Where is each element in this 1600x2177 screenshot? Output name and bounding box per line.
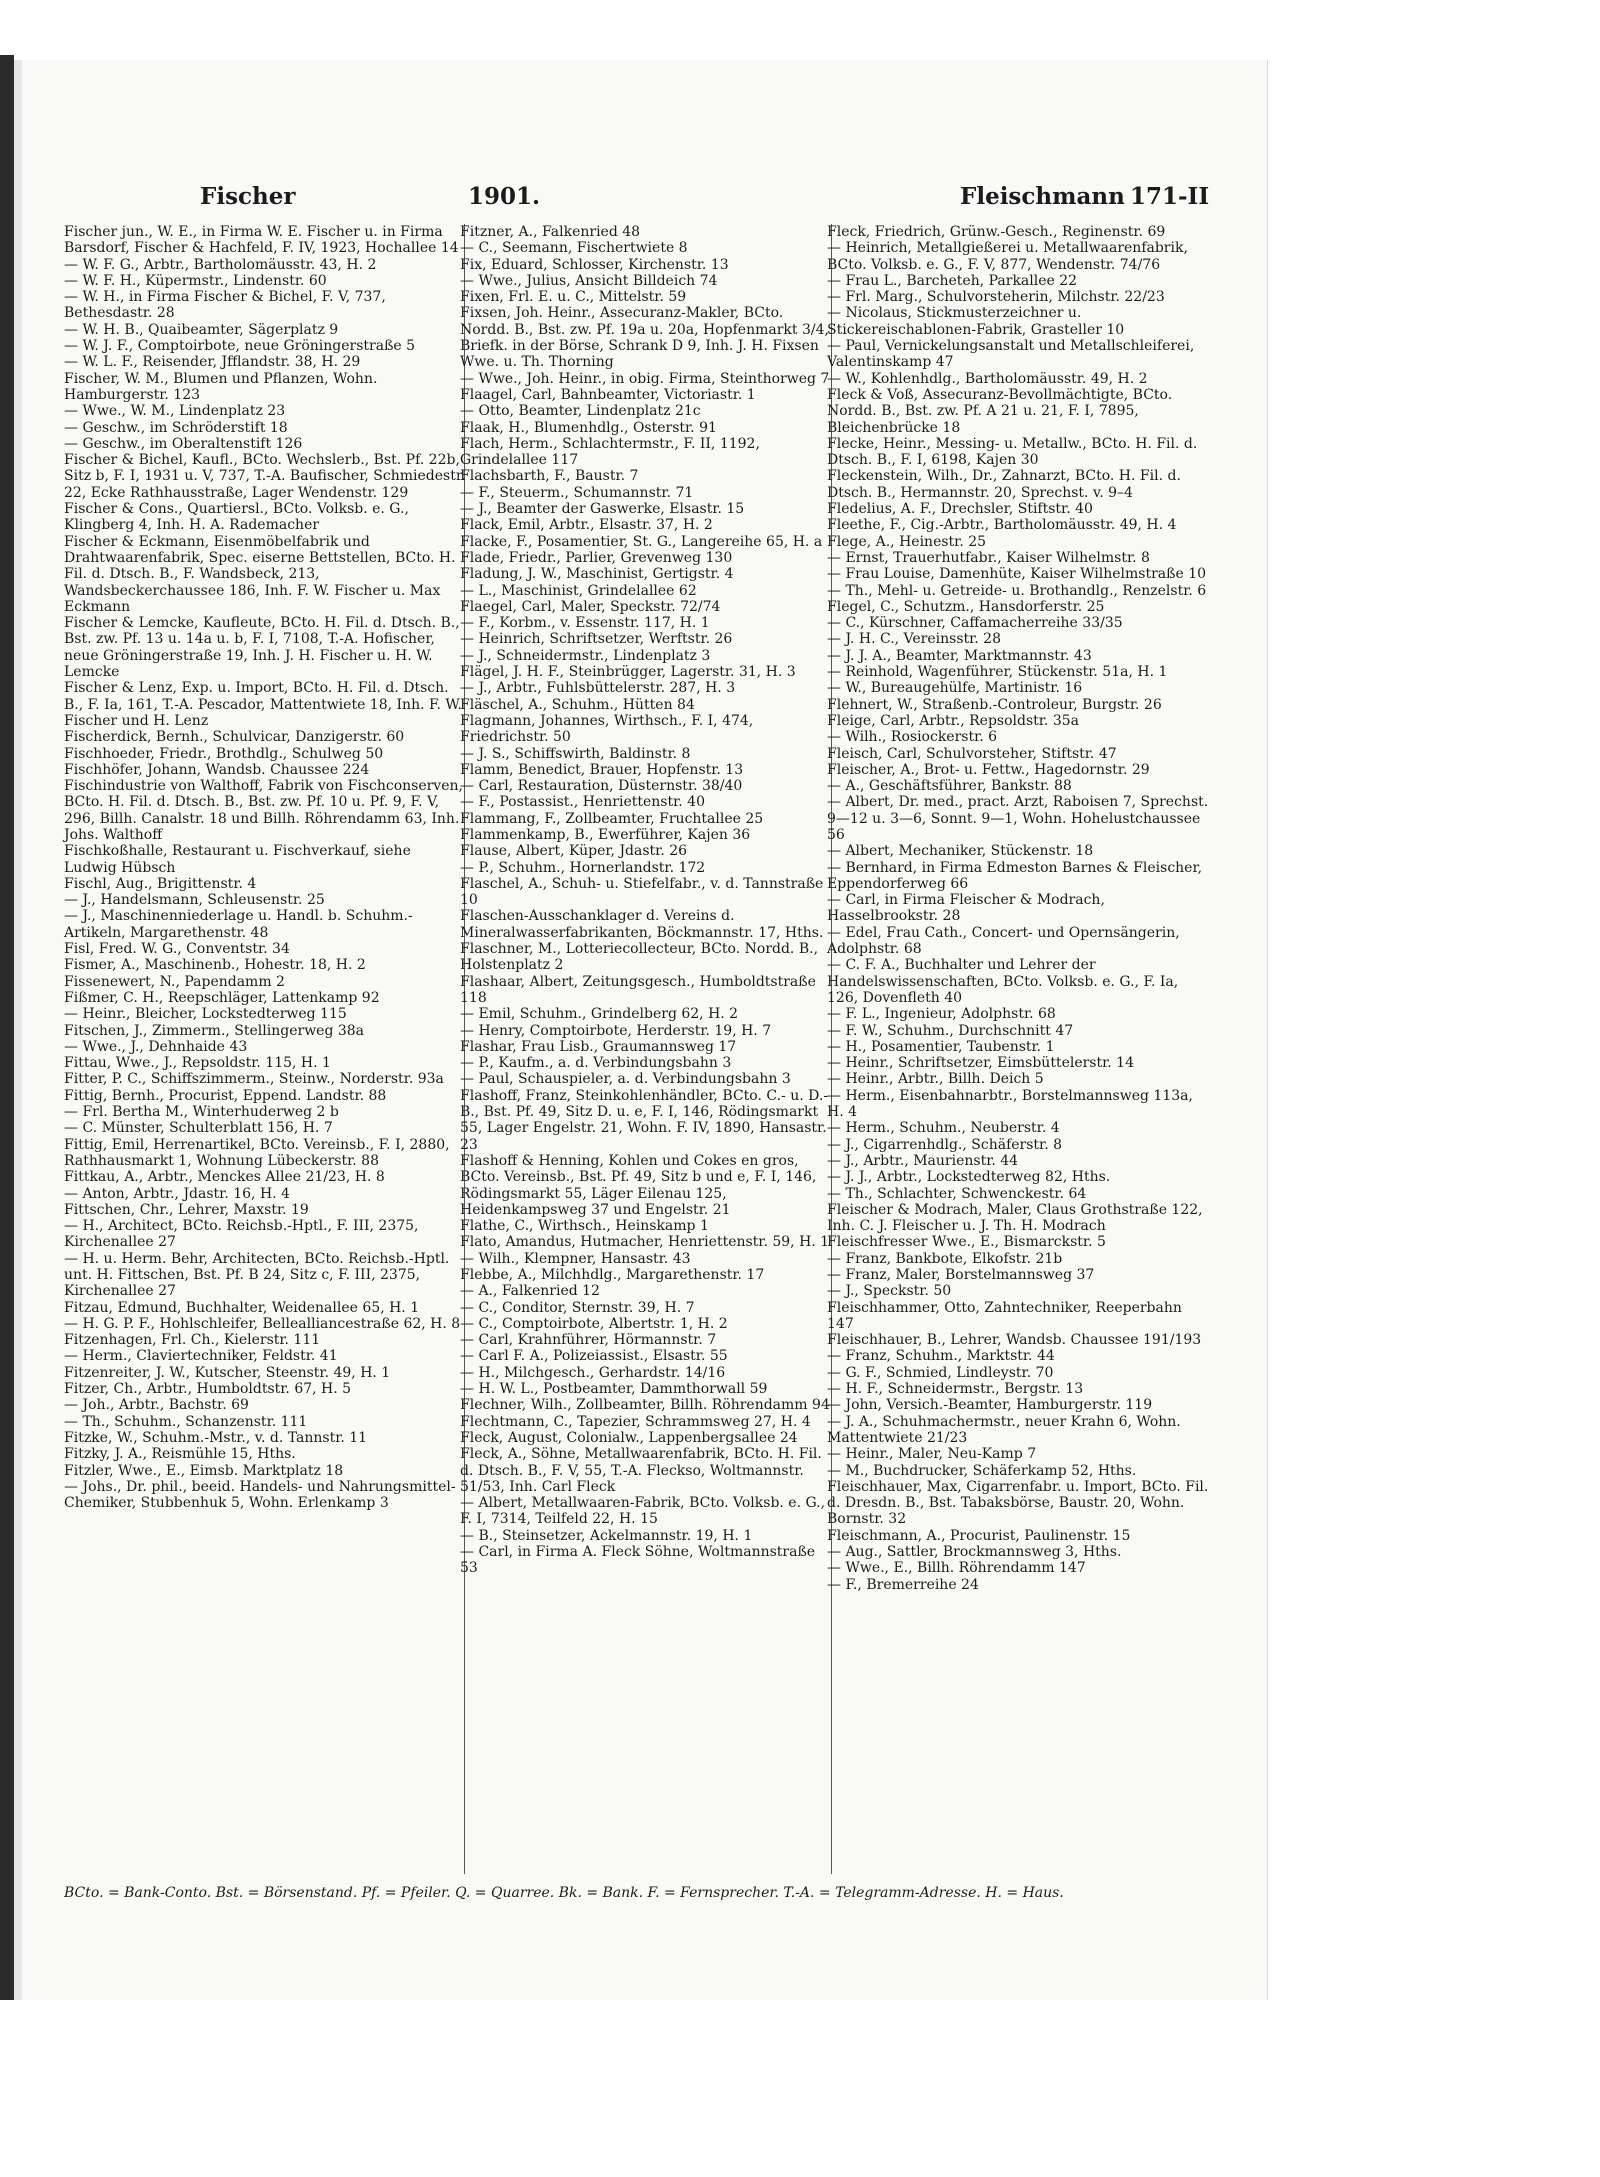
directory-entry: — Heinrich, Metallgießerei u. Metallwaarenfabrik, BCto. Volksb. e. G., F. V, 877, Wendenstr. 74/76 xyxy=(827,240,1188,273)
directory-entry: Fischer, W. M., Blumen und Pflanzen, Wohn. Hamburgerstr. 123 xyxy=(64,370,378,403)
directory-entry: Fittau, Wwe., J., Repsoldstr. 115, H. 1 xyxy=(64,1055,331,1072)
directory-entry: Flacke, F., Posamentier, St. G., Langereihe 65, H. a xyxy=(460,533,823,550)
directory-entry: Fitzer, Ch., Arbtr., Humboldtstr. 67, H. 5 xyxy=(64,1381,352,1398)
directory-entry: — Franz, Maler, Borstelmannsweg 37 xyxy=(827,1267,1095,1283)
directory-entry: Fisl, Fred. W. G., Conventstr. 34 xyxy=(64,941,290,958)
directory-entry: Flechtmann, C., Tapezier, Schrammsweg 27, H. 4 xyxy=(460,1413,811,1430)
directory-entry: Fischindustrie von Walthoff, Fabrik von Fischconserven, BCto. H. Fil. d. Dtsch. B., Bst. zw. Pf. 10 u. Pf. 9, F. V, 296, Billh. Canalstr. 18 und Billh. Röhrendamm 63, Inh. Johs. Walthoff xyxy=(64,778,463,843)
directory-entry: Flack, Emil, Arbtr., Elsastr. 37, H. 2 xyxy=(460,517,713,534)
directory-entry: Fischer & Lemcke, Kaufleute, BCto. H. Fil. d. Dtsch. B., Bst. zw. Pf. 13 u. 14a u. b, F. I, 7108, T.-A. Hofischer, neue Gröningerstraße 19, Inh. J. H. Fischer u. H. W. Lemcke xyxy=(64,615,460,681)
directory-entry: — J., Arbtr., Fuhlsbüttelerstr. 287, H. 3 xyxy=(460,680,736,697)
directory-entry: Fixsen, Joh. Heinr., Assecuranz-Makler, BCto. Nordd. B., Bst. zw. Pf. 19a u. 20a, Hopfenmarkt 3/4, Briefk. in der Börse, Schrank D 9, Inh. J. H. Fixsen Wwe. u. Th. Thorning xyxy=(460,305,829,371)
directory-entry: — J., Cigarrenhdlg., Schäferstr. 8 xyxy=(827,1136,1063,1153)
directory-entry: Flaak, H., Blumenhdlg., Osterstr. 91 xyxy=(460,419,717,436)
directory-entry: Flause, Albert, Küper, Jdastr. 26 xyxy=(460,843,688,860)
directory-entry: Fischer & Cons., Quartiersl., BCto. Volksb. e. G., Klingberg 4, Inh. H. A. Rademacher xyxy=(64,501,409,534)
directory-entry: Fismer, A., Maschinenb., Hohestr. 18, H. 2 xyxy=(64,957,366,974)
directory-entry: — Wilh., Rosiockerstr. 6 xyxy=(827,729,998,746)
directory-entry: Fitzky, J. A., Reismühle 15, Hths. xyxy=(64,1446,296,1463)
directory-entry: Fischer jun., W. E., in Firma W. E. Fischer u. in Firma Barsdorf, Fischer & Hachfeld, F. IV, 1923, Hochallee 14 xyxy=(64,224,459,257)
directory-entry: — B., Steinsetzer, Ackelmannstr. 19, H. 1 xyxy=(460,1527,753,1544)
directory-entry: — Franz, Bankbote, Elkofstr. 21b xyxy=(827,1250,1063,1267)
header-page-number: 171-II xyxy=(1130,183,1210,210)
directory-entry: Fleck & Voß, Assecuranz-Bevollmächtigte, BCto. Nordd. B., Bst. zw. Pf. A 21 u. 21, F. I, 7895, Bleichenbrücke 18 xyxy=(827,386,1173,436)
column-1 xyxy=(64,224,466,1511)
directory-entry: — H., Posamentier, Taubenstr. 1 xyxy=(827,1038,1055,1055)
directory-entry: — Frl. Bertha M., Winterhuderweg 2 b xyxy=(64,1104,339,1121)
directory-entry: Fischer & Lenz, Exp. u. Import, BCto. H. Fil. d. Dtsch. B., F. Ia, 161, T.-A. Pescador, Mattentwiete 18, Inh. F. W. Fischer und H. Lenz xyxy=(64,680,462,729)
directory-entry: Flammenkamp, B., Ewerführer, Kajen 36 xyxy=(460,826,751,843)
directory-entry: — J. S., Schiffswirth, Baldinstr. 8 xyxy=(460,745,691,762)
directory-entry: — Heinrich, Schriftsetzer, Werftstr. 26 xyxy=(460,631,733,648)
directory-entry: Flade, Friedr., Parlier, Grevenweg 130 xyxy=(460,549,733,566)
column-2 xyxy=(460,224,832,1577)
directory-entry: — L., Maschinist, Grindelallee 62 xyxy=(460,582,697,599)
directory-entry: Fittschen, Chr., Lehrer, Maxstr. 19 xyxy=(64,1201,309,1218)
directory-entry: Fleischfresser Wwe., E., Bismarckstr. 5 xyxy=(827,1234,1106,1251)
directory-entry: — Frl. Marg., Schulvorsteherin, Milchstr. 22/23 xyxy=(827,289,1165,306)
directory-entry: — W. H., in Firma Fischer & Bichel, F. V, 737, Bethesdastr. 28 xyxy=(64,289,386,322)
directory-entry: — Heinr., Arbtr., Billh. Deich 5 xyxy=(827,1071,1044,1088)
directory-entry: — Frau Louise, Damenhüte, Kaiser Wilhelmstraße 10 xyxy=(827,566,1207,583)
directory-entry: — J., Beamter der Gaswerke, Elsastr. 15 xyxy=(460,501,745,518)
book-gutter xyxy=(0,55,14,2000)
directory-entry: — M., Buchdrucker, Schäferkamp 52, Hths. xyxy=(827,1462,1137,1479)
directory-entry: — Paul, Schauspieler, a. d. Verbindungsbahn 3 xyxy=(460,1071,791,1088)
directory-entry: — J. A., Schuhmachermstr., neuer Krahn 6, Wohn. Mattentwiete 21/23 xyxy=(827,1413,1181,1446)
directory-entry: — Th., Mehl- u. Getreide- u. Brothandlg., Renzelstr. 6 xyxy=(827,582,1207,599)
directory-entry: — C. F. A., Buchhalter und Lehrer der Handelswissenschaften, BCto. Volksb. e. G., F. Ia, 126, Dovenfleth 40 xyxy=(827,957,1179,1006)
directory-entry: — Herm., Claviertechniker, Feldstr. 41 xyxy=(64,1348,338,1365)
directory-entry: — J., Handelsmann, Schleusenstr. 25 xyxy=(64,892,325,909)
directory-entry: — Henry, Comptoirbote, Herderstr. 19, H. 7 xyxy=(460,1022,772,1039)
directory-entry: — Wwe., Joh. Heinr., in obig. Firma, Steinthorweg 7 xyxy=(460,370,830,387)
directory-entry: — Carl, Krahnführer, Hörmannstr. 7 xyxy=(460,1332,717,1349)
directory-entry: Fleischhammer, Otto, Zahntechniker, Reeperbahn 147 xyxy=(827,1299,1182,1332)
directory-entry: Flecke, Heinr., Messing- u. Metallw., BCto. H. Fil. d. Dtsch. B., F. I, 6198, Kajen 30 xyxy=(827,435,1198,469)
directory-entry: — Th., Schlachter, Schwenckestr. 64 xyxy=(827,1185,1087,1202)
directory-entry: — Edel, Frau Cath., Concert- und Opernsängerin, Adolphstr. 68 xyxy=(827,924,1180,958)
directory-entry: — John, Versich.-Beamter, Hamburgerstr. 119 xyxy=(827,1397,1153,1414)
directory-entry: — Frau L., Barcheteh, Parkallee 22 xyxy=(827,272,1078,289)
directory-entry: — G. F., Schmied, Lindleystr. 70 xyxy=(827,1364,1054,1381)
directory-entry: Fleischer & Modrach, Maler, Claus Grothstraße 122, Inh. C. J. Fleischer u. J. Th. H. Modrach xyxy=(827,1201,1203,1235)
directory-entry: — W., Bureaugehülfe, Martinistr. 16 xyxy=(827,680,1083,697)
directory-entry: Flachsbarth, F., Baustr. 7 xyxy=(460,468,639,485)
directory-entry: — J. H. C., Vereinsstr. 28 xyxy=(827,631,1001,648)
directory-entry: — Franz, Schuhm., Marktstr. 44 xyxy=(827,1348,1055,1365)
directory-entry: Fischerdick, Bernh., Schulvicar, Danzigerstr. 60 xyxy=(64,729,405,746)
directory-entry: Fleischhauer, B., Lehrer, Wandsb. Chaussee 191/193 xyxy=(827,1332,1202,1349)
directory-entry: — P., Schuhm., Hornerlandstr. 172 xyxy=(460,859,706,876)
directory-entry: Fissenewert, N., Papendamm 2 xyxy=(64,973,285,990)
directory-entry: — Herm., Eisenbahnarbtr., Borstelmannsweg 113a, H. 4 xyxy=(827,1087,1193,1121)
directory-entry: Fittig, Emil, Herrenartikel, BCto. Vereinsb., F. I, 2880, Rathhausmarkt 1, Wohnung Lübeckerstr. 88 xyxy=(64,1136,450,1169)
directory-entry: — C., Seemann, Fischertwiete 8 xyxy=(460,240,688,257)
directory-entry: — Nicolaus, Stickmusterzeichner u. Stickereischablonen-Fabrik, Grasteller 10 xyxy=(827,305,1125,338)
directory-entry: — Albert, Mechaniker, Stückenstr. 18 xyxy=(827,843,1094,860)
directory-entry: — W., Kohlenhdlg., Bartholomäusstr. 49, H. 2 xyxy=(827,370,1148,387)
directory-entry: — W. F. H., Küpermstr., Lindenstr. 60 xyxy=(64,272,327,289)
directory-entry: Fleck, A., Söhne, Metallwaarenfabrik, BCto. H. Fil. d. Dtsch. B., F. V, 55, T.-A. Fleckso, Woltmannstr. 51/53, Inh. Carl Fleck xyxy=(460,1446,822,1495)
directory-entry: Fitzner, A., Falkenried 48 xyxy=(460,224,641,240)
directory-entry: — A., Falkenried 12 xyxy=(460,1283,600,1300)
directory-entry: Flaegel, Carl, Maler, Speckstr. 72/74 xyxy=(460,598,721,615)
directory-entry: — Wwe., Julius, Ansicht Billdeich 74 xyxy=(460,272,718,289)
directory-entry: Flach, Herm., Schlachtermstr., F. II, 1192, Grindelallee 117 xyxy=(460,435,760,469)
directory-entry: Fitschen, J., Zimmerm., Stellingerweg 38a xyxy=(64,1022,365,1039)
directory-entry: Flashoff & Henning, Kohlen und Cokes en gros, BCto. Vereinsb., Bst. Pf. 49, Sitz b und e, F. I, 146, Rödingsmarkt 55, Läger Eilenau 125, Heidenkampsweg 37 und Engelstr. 21 xyxy=(460,1152,817,1218)
directory-entry: Flechner, Wilh., Zollbeamter, Billh. Röhrendamm 94 xyxy=(460,1397,830,1414)
directory-entry: Fix, Eduard, Schlosser, Kirchenstr. 13 xyxy=(460,256,729,273)
directory-entry: Fitter, P. C., Schiffszimmerm., Steinw., Norderstr. 93a xyxy=(64,1071,444,1088)
directory-entry: — C. Münster, Schulterblatt 156, H. 7 xyxy=(64,1120,333,1137)
directory-entry: — Albert, Dr. med., pract. Arzt, Raboisen 7, Sprechst. 9—12 u. 3—6, Sonnt. 9—1, Wohn. Hohelustchaussee 56 xyxy=(827,794,1209,843)
directory-entry: Fleethe, F., Cig.-Arbtr., Bartholomäusstr. 49, H. 4 xyxy=(827,517,1177,534)
directory-entry: — J. J. A., Beamter, Marktmannstr. 43 xyxy=(827,647,1092,664)
directory-entry: — H. G. P. F., Hohlschleifer, Bellealliancestraße 62, H. 8 xyxy=(64,1315,461,1332)
directory-entry: — J. J., Arbtr., Lockstedterweg 82, Hths. xyxy=(827,1169,1111,1186)
directory-entry: Flaschen-Ausschanklager d. Vereins d. Mineralwasserfabrikanten, Böckmannstr. 17, Hths. xyxy=(460,908,824,941)
directory-entry: — C., Conditor, Sternstr. 39, H. 7 xyxy=(460,1299,695,1316)
directory-entry: — F., Korbm., v. Essenstr. 117, H. 1 xyxy=(460,615,710,632)
directory-entry: — H. u. Herm. Behr, Architecten, BCto. Reichsb.-Hptl. unt. H. Fittschen, Bst. Pf. B 24, Sitz c, F. III, 2375, Kirchenallee 27 xyxy=(64,1250,450,1300)
directory-entry: Fleige, Carl, Arbtr., Repsoldstr. 35a xyxy=(827,712,1079,729)
directory-entry: — H. F., Schneidermstr., Bergstr. 13 xyxy=(827,1381,1084,1398)
directory-entry: Fischer & Bichel, Kaufl., BCto. Wechslerb., Bst. Pf. 22b, Sitz b, F. I, 1931 u. V, 737, T.-A. Baufischer, Schmiedestr. 22, Ecke Rathhausstraße, Lager Wendenstr. 129 xyxy=(64,452,466,501)
directory-entry: Flaagel, Carl, Bahnbeamter, Victoriastr. 1 xyxy=(460,386,756,403)
directory-entry: Flagmann, Johannes, Wirthsch., F. I, 474, Friedrichstr. 50 xyxy=(460,712,754,746)
directory-entry: — Carl, in Firma Fleischer & Modrach, Hasselbrookstr. 28 xyxy=(827,892,1105,925)
directory-entry: — J., Schneidermstr., Lindenplatz 3 xyxy=(460,647,711,664)
directory-entry: — Paul, Vernickelungsanstalt und Metallschleiferei, Valentinskamp 47 xyxy=(827,338,1195,371)
directory-entry: — Otto, Beamter, Lindenplatz 21c xyxy=(460,403,701,420)
directory-entry: Fleischer, A., Brot- u. Fettw., Hagedornstr. 29 xyxy=(827,761,1150,778)
abbreviations-footer: BCto. = Bank-Conto. Bst. = Börsenstand. Pf. = Pfeiler. Q. = Quarree. Bk. = Bank. F. = Fernsprecher. T.-A. = Telegramm-Adresse. H. = Haus. xyxy=(64,1885,1064,1901)
directory-entry: — W. H. B., Quaibeamter, Sägerplatz 9 xyxy=(64,321,339,338)
directory-entry: — Carl, in Firma A. Fleck Söhne, Woltmannstraße 53 xyxy=(460,1544,816,1577)
directory-entry: Fleischmann, A., Procurist, Paulinenstr. 15 xyxy=(827,1527,1131,1544)
directory-entry: Fischhoeder, Friedr., Brothdlg., Schulweg 50 xyxy=(64,745,384,762)
directory-entry: — Reinhold, Wagenführer, Stückenstr. 51a, H. 1 xyxy=(827,664,1168,681)
directory-entry: — H., Milchgesch., Gerhardstr. 14/16 xyxy=(460,1364,726,1381)
directory-entry: Flashoff, Franz, Steinkohlenhändler, BCto. C.- u. D.-B., Bst. Pf. 49, Sitz D. u. e, F. I, 146, Rödingsmarkt 55, Lager Engelstr. 21, Wohn. F. IV, 1890, Hansastr. 23 xyxy=(460,1087,829,1153)
directory-entry: Flägel, J. H. F., Steinbrügger, Lagerstr. 31, H. 3 xyxy=(460,664,796,681)
directory-entry: Fleckenstein, Wilh., Dr., Zahnarzt, BCto. H. Fil. d. Dtsch. B., Hermannstr. 20, Sprechst. v. 9–4 xyxy=(827,468,1181,501)
directory-entry: — W. L. F., Reisender, Jfflandstr. 38, H. 29 xyxy=(64,354,361,371)
directory-entry: — W. F. G., Arbtr., Bartholomäusstr. 43, H. 2 xyxy=(64,256,377,273)
directory-entry: — Joh., Arbtr., Bachstr. 69 xyxy=(64,1397,249,1414)
directory-entry: Fledelius, A. F., Drechsler, Stiftstr. 40 xyxy=(827,501,1093,518)
directory-entry: Flato, Amandus, Hutmacher, Henriettenstr. 59, H. 1 xyxy=(460,1234,830,1251)
directory-entry: — Bernhard, in Firma Edmeston Barnes & Fleischer, Eppendorferweg 66 xyxy=(827,859,1203,892)
directory-entry: — J., Speckstr. 50 xyxy=(827,1283,952,1300)
directory-entry: Fischl, Aug., Brigittenstr. 4 xyxy=(64,875,257,892)
directory-entry: Fladung, J. W., Maschinist, Gertigstr. 4 xyxy=(460,566,734,583)
directory-entry: — Aug., Sattler, Brockmannsweg 3, Hths. xyxy=(827,1544,1122,1561)
directory-entry: Fischhöfer, Johann, Wandsb. Chaussee 224 xyxy=(64,761,370,778)
directory-entry: — J., Maschinenniederlage u. Handl. b. Schuhm.-Artikeln, Margarethenstr. 48 xyxy=(64,908,413,941)
directory-entry: — F., Bremerreihe 24 xyxy=(827,1576,979,1593)
directory-entry: Flegel, C., Schutzm., Hansdorferstr. 25 xyxy=(827,598,1105,615)
directory-entry: — J., Arbtr., Maurienstr. 44 xyxy=(827,1152,1019,1169)
directory-entry: Fitzenhagen, Frl. Ch., Kielerstr. 111 xyxy=(64,1332,321,1349)
directory-entry: — Heinr., Bleicher, Lockstedterweg 115 xyxy=(64,1006,347,1023)
directory-entry: — W. J. F., Comptoirbote, neue Gröningerstraße 5 xyxy=(64,338,416,355)
directory-entry: Fleisch, Carl, Schulvorsteher, Stiftstr. 47 xyxy=(827,745,1117,762)
directory-entry: Fischkoßhalle, Restaurant u. Fischverkauf, siehe Ludwig Hübsch xyxy=(64,843,411,876)
directory-entry: — Geschw., im Oberaltenstift 126 xyxy=(64,435,303,452)
directory-entry: Fleck, August, Colonialw., Lappenbergsallee 24 xyxy=(460,1429,798,1446)
directory-entry: — A., Geschäftsführer, Bankstr. 88 xyxy=(827,778,1072,795)
directory-entry: Flathe, C., Wirthsch., Heinskamp 1 xyxy=(460,1218,709,1235)
directory-entry: Flashar, Frau Lisb., Graumannsweg 17 xyxy=(460,1038,737,1055)
directory-entry: Fitzau, Edmund, Buchhalter, Weidenallee 65, H. 1 xyxy=(64,1299,420,1316)
directory-entry: Fittig, Bernh., Procurist, Eppend. Landstr. 88 xyxy=(64,1087,387,1104)
directory-entry: — Heinr., Schriftsetzer, Eimsbüttelerstr. 14 xyxy=(827,1055,1134,1072)
directory-entry: — F., Postassist., Henriettenstr. 40 xyxy=(460,794,705,811)
directory-entry: — C., Kürschner, Caffamacherreihe 33/35 xyxy=(827,615,1123,632)
directory-entry: Fläschel, A., Schuhm., Hütten 84 xyxy=(460,696,695,713)
directory-entry: Fleck, Friedrich, Grünw.-Gesch., Reginenstr. 69 xyxy=(827,224,1166,240)
directory-entry: — C., Comptoirbote, Albertstr. 1, H. 2 xyxy=(460,1315,728,1332)
directory-entry: — Herm., Schuhm., Neuberstr. 4 xyxy=(827,1120,1060,1137)
directory-entry: — Wwe., W. M., Lindenplatz 23 xyxy=(64,403,286,420)
directory-entry: Fittkau, A., Arbtr., Menckes Allee 21/23, H. 8 xyxy=(64,1169,385,1186)
directory-entry: — F. W., Schuhm., Durchschnitt 47 xyxy=(827,1022,1074,1039)
directory-entry: — Emil, Schuhm., Grindelberg 62, H. 2 xyxy=(460,1006,739,1023)
directory-entry: — Johs., Dr. phil., beeid. Handels- und Nahrungsmittel-Chemiker, Stubbenhuk 5, Wohn. Erlenkamp 3 xyxy=(64,1478,456,1512)
header-year: 1901. xyxy=(468,183,541,210)
directory-entry: Fitzler, Wwe., E., Eimsb. Marktplatz 18 xyxy=(64,1462,344,1479)
directory-entry: — Wwe., J., Dehnhaide 43 xyxy=(64,1038,248,1055)
directory-entry: — H., Architect, BCto. Reichsb.-Hptl., F. III, 2375, Kirchenallee 27 xyxy=(64,1218,419,1251)
directory-entry: — Anton, Arbtr., Jdastr. 16, H. 4 xyxy=(64,1185,290,1202)
header-right-name: Fleischmann xyxy=(960,183,1125,210)
directory-entry: Fitzenreiter, J. W., Kutscher, Steenstr. 49, H. 1 xyxy=(64,1364,391,1381)
directory-entry: — Heinr., Maler, Neu-Kamp 7 xyxy=(827,1446,1037,1463)
column-3 xyxy=(827,224,1209,1593)
directory-entry: Fleischhauer, Max, Cigarrenfabr. u. Import, BCto. Fil. d. Dresdn. B., Bst. Tabaksbörse, Baustr. 20, Wohn. Bornstr. 32 xyxy=(827,1478,1209,1528)
header-left: Fischer xyxy=(200,183,296,210)
directory-entry: Fitzke, W., Schuhm.-Mstr., v. d. Tannstr. 11 xyxy=(64,1429,368,1446)
directory-entry: Flashaar, Albert, Zeitungsgesch., Humboldtstraße 118 xyxy=(460,973,816,1006)
directory-entry: Flebbe, A., Milchhdlg., Margarethenstr. 17 xyxy=(460,1267,765,1283)
directory-entry: — Carl, Restauration, Düsternstr. 38/40 xyxy=(460,778,743,795)
directory-entry: — Wwe., E., Billh. Röhrendamm 147 xyxy=(827,1560,1086,1577)
directory-entry: Fixen, Frl. E. u. C., Mittelstr. 59 xyxy=(460,289,687,306)
directory-entry: — F., Steuerm., Schumannstr. 71 xyxy=(460,484,694,501)
directory-entry: — Wilh., Klempner, Hansastr. 43 xyxy=(460,1250,691,1267)
directory-entry: Fischer & Eckmann, Eisenmöbelfabrik und Drahtwaarenfabrik, Spec. eiserne Bettstellen, BCto. H. Fil. d. Dtsch. B., F. Wandsbeck, 213, Wandsbeckerchaussee 186, Inh. F. W. Fischer u. Max Eckmann xyxy=(64,533,456,615)
directory-entry: — H. W. L., Postbeamter, Dammthorwall 59 xyxy=(460,1381,768,1398)
directory-entry: — P., Kaufm., a. d. Verbindungsbahn 3 xyxy=(460,1055,732,1072)
directory-entry: Flamm, Benedict, Brauer, Hopfenstr. 13 xyxy=(460,761,744,778)
directory-entry: Flaschner, M., Lotteriecollecteur, BCto. Nordd. B., Holstenplatz 2 xyxy=(460,941,819,974)
directory-entry: — Geschw., im Schröderstift 18 xyxy=(64,419,288,436)
directory-entry: — F. L., Ingenieur, Adolphstr. 68 xyxy=(827,1006,1056,1023)
directory-entry: — Albert, Metallwaaren-Fabrik, BCto. Volksb. e. G., F. I, 7314, Teilfeld 22, H. 15 xyxy=(460,1495,826,1528)
directory-entry: — Th., Schuhm., Schanzenstr. 111 xyxy=(64,1413,308,1430)
directory-entry: Flege, A., Heinestr. 25 xyxy=(827,533,987,550)
directory-entry: Flaschel, A., Schuh- u. Stiefelfabr., v. d. Tannstraße 10 xyxy=(460,875,824,909)
directory-entry: — Carl F. A., Polizeiassist., Elsastr. 55 xyxy=(460,1348,728,1365)
directory-entry: Fißmer, C. H., Reepschläger, Lattenkamp 92 xyxy=(64,989,380,1006)
directory-entry: — Ernst, Trauerhutfabr., Kaiser Wilhelmstr. 8 xyxy=(827,549,1150,566)
directory-entry: Flammang, F., Zollbeamter, Fruchtallee 25 xyxy=(460,810,764,827)
directory-entry: Flehnert, W., Straßenb.-Controleur, Burgstr. 26 xyxy=(827,696,1162,713)
